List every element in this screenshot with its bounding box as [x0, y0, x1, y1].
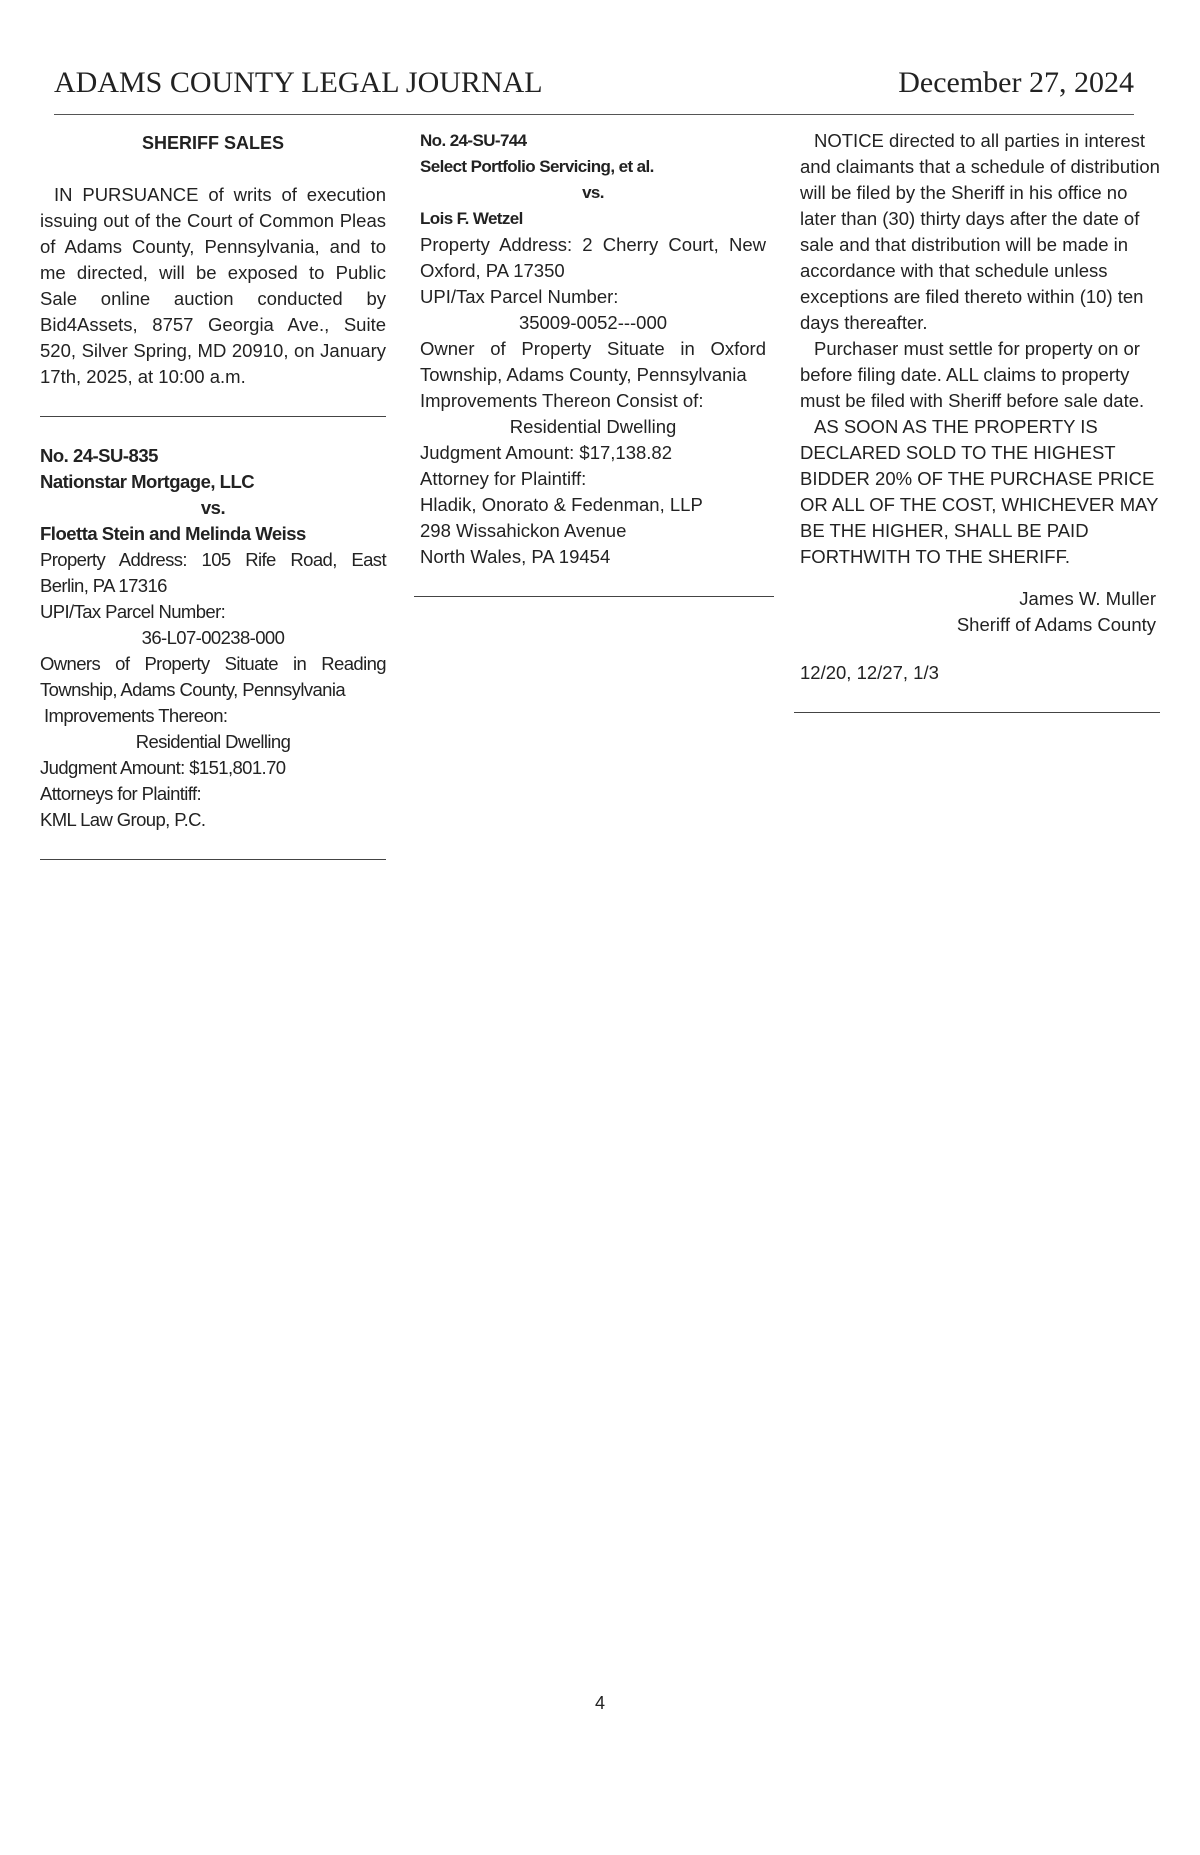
page-number: 4: [594, 1693, 605, 1713]
header-divider: [54, 114, 1134, 115]
notice-line: sale and that distribution will be made in: [800, 234, 1129, 255]
purchaser-line: must be filed with Sheriff before sale date.: [800, 390, 1145, 411]
defendant-name: Floetta Stein and Melinda Weiss: [40, 523, 306, 544]
notice-line: will be filed by the Sheriff in his office no: [800, 182, 1128, 203]
attorney-label: Attorneys for Plaintiff:: [40, 783, 202, 804]
journal-header: [54, 66, 1134, 102]
notice-line: days thereafter.: [800, 312, 928, 333]
defendant-name: Lois F. Wetzel: [420, 209, 523, 228]
case-number: No. 24-SU-744: [420, 131, 527, 150]
attorney-city: North Wales, PA 19454: [420, 546, 611, 567]
notice-line: and claimants that a schedule of distribution: [800, 156, 1160, 177]
payment-notice: [800, 414, 1160, 570]
run-dates: 12/20, 12/27, 1/3: [800, 662, 939, 683]
divider: [794, 712, 1160, 713]
owner-description: Owner of Property Situate in Oxford Township, Adams County, Pennsylvania: [420, 338, 766, 385]
notice-line: later than (30) thirty days after the date of: [800, 208, 1140, 229]
column-left: [40, 128, 386, 860]
caps-line: BIDDER 20% OF THE PURCHASE PRICE: [800, 468, 1155, 489]
case-block: [40, 443, 386, 833]
owner-description: Owners of Property Situate in Reading Township, Adams County, Pennsylvania: [40, 653, 386, 700]
intro-paragraph: IN PURSUANCE of writs of execution issuing out of the Court of Common Pleas of Adams County, Pennsylvania, and to me directed, will be exposed to Public Sale online auction conducted by Bid4Assets, 8757 Georgia Ave., Suite 520, Silver Spring, MD 20910, on January 17th, 2025, at 10:00 a.m.: [40, 184, 386, 387]
journal-title: ADAMS COUNTY LEGAL JOURNAL: [54, 66, 543, 99]
parcel-number: 36-L07-00238-000: [141, 627, 285, 648]
column-right: [800, 128, 1160, 713]
versus-label: vs.: [200, 497, 226, 518]
improvements-label: Improvements Thereon Consist of:: [420, 390, 704, 411]
improvements-value: Residential Dwelling: [509, 416, 677, 437]
plaintiff-name: Select Portfolio Servicing, et al.: [420, 157, 654, 176]
caps-line: DECLARED SOLD TO THE HIGHEST: [800, 442, 1116, 463]
parcel-label: UPI/Tax Parcel Number:: [40, 601, 226, 622]
column-middle: [420, 128, 766, 597]
judgment-amount: Judgment Amount: $17,138.82: [420, 442, 672, 463]
improvements-value: Residential Dwelling: [135, 731, 291, 752]
notice-line: accordance with that schedule unless: [800, 260, 1108, 281]
plaintiff-name: Nationstar Mortgage, LLC: [40, 471, 255, 492]
divider: [40, 859, 386, 860]
attorney-name: Hladik, Onorato & Fedenman, LLP: [420, 494, 703, 515]
case-block: [420, 128, 766, 570]
case-number: No. 24-SU-835: [40, 445, 158, 466]
purchaser-line: before filing date. ALL claims to property: [800, 364, 1130, 385]
caps-line: OR ALL OF THE COST, WHICHEVER MAY: [800, 494, 1159, 515]
property-address: Property Address: 105 Rife Road, East Berlin, PA 17316: [40, 549, 386, 596]
judgment-amount: Judgment Amount: $151,801.70: [40, 757, 286, 778]
notice-line: exceptions are filed thereto within (10) ten: [800, 286, 1144, 307]
sheriff-title: Sheriff of Adams County: [956, 614, 1156, 635]
parcel-number: 35009-0052---000: [518, 312, 668, 333]
distribution-notice: [800, 128, 1160, 336]
purchaser-line: Purchaser must settle for property on or: [814, 338, 1140, 359]
improvements-label: Improvements Thereon:: [44, 705, 228, 726]
attorney-street: 298 Wissahickon Avenue: [420, 520, 627, 541]
property-address: Property Address: 2 Cherry Court, New Oxford, PA 17350: [420, 234, 766, 281]
sheriff-name: James W. Muller: [1019, 588, 1156, 609]
attorney-label: Attorney for Plaintiff:: [420, 468, 587, 489]
caps-line: AS SOON AS THE PROPERTY IS: [814, 416, 1098, 437]
attorney-name: KML Law Group, P.C.: [40, 809, 206, 830]
issue-date: December 27, 2024: [898, 66, 1134, 99]
notice-line: NOTICE directed to all parties in interest: [814, 130, 1146, 151]
caps-line: FORTHWITH TO THE SHERIFF.: [800, 546, 1070, 567]
section-heading: SHERIFF SALES: [141, 133, 284, 153]
parcel-label: UPI/Tax Parcel Number:: [420, 286, 619, 307]
purchaser-notice: [800, 336, 1160, 414]
caps-line: BE THE HIGHER, SHALL BE PAID: [800, 520, 1089, 541]
divider: [40, 416, 386, 417]
versus-label: vs.: [582, 183, 604, 202]
divider: [414, 596, 774, 597]
